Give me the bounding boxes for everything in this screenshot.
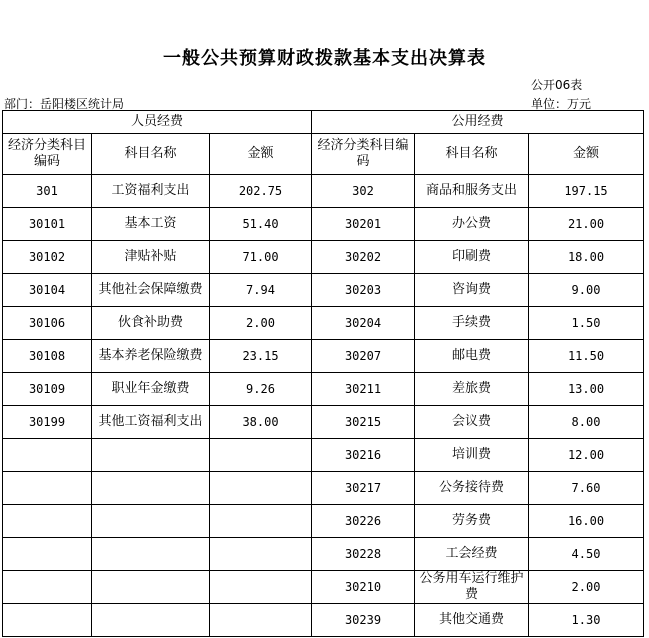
personnel-code-cell — [3, 472, 92, 505]
personnel-code-cell: 30106 — [3, 307, 92, 340]
personnel-code-cell — [3, 505, 92, 538]
public-name-cell: 商品和服务支出 — [415, 175, 529, 208]
public-name-cell: 印刷费 — [415, 241, 529, 274]
personnel-name-cell: 基本养老保险缴费 — [92, 340, 210, 373]
public-name-cell: 咨询费 — [415, 274, 529, 307]
public-code-cell: 30202 — [312, 241, 415, 274]
public-code-cell: 30217 — [312, 472, 415, 505]
public-amount-cell: 1.50 — [529, 307, 644, 340]
form-number: 公开06表 — [531, 78, 583, 92]
table-row — [3, 373, 644, 406]
personnel-amount-cell: 71.00 — [210, 241, 312, 274]
personnel-amount-cell: 23.15 — [210, 340, 312, 373]
public-name-cell: 手续费 — [415, 307, 529, 340]
personnel-code-cell: 301 — [3, 175, 92, 208]
personnel-code-cell: 30101 — [3, 208, 92, 241]
personnel-name-cell: 其他社会保障缴费 — [92, 274, 210, 307]
personnel-name-cell: 伙食补助费 — [92, 307, 210, 340]
table-row — [3, 340, 644, 373]
public-amount-cell: 21.00 — [529, 208, 644, 241]
table-row — [3, 406, 644, 439]
group-header-row — [3, 111, 644, 134]
personnel-amount-cell — [210, 472, 312, 505]
public-code-cell: 30204 — [312, 307, 415, 340]
personnel-name-cell: 其他工资福利支出 — [92, 406, 210, 439]
personnel-name-cell: 职业年金缴费 — [92, 373, 210, 406]
table-row — [3, 472, 644, 505]
personnel-code-cell: 30199 — [3, 406, 92, 439]
col-code-right: 经济分类科目编码 — [312, 134, 415, 175]
personnel-amount-cell: 202.75 — [210, 175, 312, 208]
personnel-amount-cell — [210, 505, 312, 538]
personnel-amount-cell: 2.00 — [210, 307, 312, 340]
public-amount-cell: 7.60 — [529, 472, 644, 505]
public-name-cell: 邮电费 — [415, 340, 529, 373]
public-name-cell: 工会经费 — [415, 538, 529, 571]
personnel-code-cell: 30104 — [3, 274, 92, 307]
public-amount-cell: 18.00 — [529, 241, 644, 274]
table-row — [3, 307, 644, 340]
col-name-left: 科目名称 — [92, 134, 210, 175]
personnel-name-cell — [92, 571, 210, 604]
personnel-name-cell — [92, 505, 210, 538]
public-amount-cell: 2.00 — [529, 571, 644, 604]
public-code-cell: 30201 — [312, 208, 415, 241]
public-name-cell: 劳务费 — [415, 505, 529, 538]
personnel-name-cell — [92, 538, 210, 571]
personnel-code-cell: 30102 — [3, 241, 92, 274]
public-code-cell: 30207 — [312, 340, 415, 373]
public-amount-cell: 12.00 — [529, 439, 644, 472]
col-amount-left: 金额 — [210, 134, 312, 175]
page-title: 一般公共预算财政拨款基本支出决算表 — [163, 48, 486, 69]
personnel-amount-cell — [210, 571, 312, 604]
public-amount-cell: 4.50 — [529, 538, 644, 571]
public-code-cell: 30228 — [312, 538, 415, 571]
group-personnel: 人员经费 — [3, 111, 312, 134]
public-amount-cell: 13.00 — [529, 373, 644, 406]
personnel-code-cell: 30108 — [3, 340, 92, 373]
public-name-cell: 其他交通费 — [415, 604, 529, 637]
personnel-name-cell: 津贴补贴 — [92, 241, 210, 274]
table-row — [3, 604, 644, 637]
table-row — [3, 538, 644, 571]
personnel-amount-cell: 51.40 — [210, 208, 312, 241]
personnel-amount-cell: 9.26 — [210, 373, 312, 406]
personnel-amount-cell: 38.00 — [210, 406, 312, 439]
public-amount-cell: 197.15 — [529, 175, 644, 208]
public-amount-cell: 1.30 — [529, 604, 644, 637]
personnel-code-cell: 30109 — [3, 373, 92, 406]
department-label: 部门：岳阳楼区统计局 — [4, 97, 125, 111]
personnel-amount-cell — [210, 604, 312, 637]
column-header-row — [3, 134, 644, 175]
personnel-code-cell — [3, 439, 92, 472]
public-amount-cell: 16.00 — [529, 505, 644, 538]
public-name-cell: 办公费 — [415, 208, 529, 241]
table-row — [3, 175, 644, 208]
public-name-cell: 差旅费 — [415, 373, 529, 406]
table-row — [3, 571, 644, 604]
col-code-left: 经济分类科目编码 — [3, 134, 92, 175]
personnel-code-cell — [3, 538, 92, 571]
public-code-cell: 302 — [312, 175, 415, 208]
personnel-code-cell — [3, 571, 92, 604]
public-amount-cell: 8.00 — [529, 406, 644, 439]
public-code-cell: 30239 — [312, 604, 415, 637]
table-row — [3, 241, 644, 274]
table-row — [3, 505, 644, 538]
public-code-cell: 30216 — [312, 439, 415, 472]
personnel-name-cell: 工资福利支出 — [92, 175, 210, 208]
public-name-cell: 公务接待费 — [415, 472, 529, 505]
group-public: 公用经费 — [312, 111, 644, 134]
personnel-name-cell — [92, 439, 210, 472]
personnel-name-cell — [92, 604, 210, 637]
col-amount-right: 金额 — [529, 134, 644, 175]
table-row — [3, 208, 644, 241]
public-name-cell: 公务用车运行维护费 — [415, 571, 529, 604]
public-code-cell: 30226 — [312, 505, 415, 538]
personnel-amount-cell — [210, 538, 312, 571]
personnel-amount-cell — [210, 439, 312, 472]
public-code-cell: 30210 — [312, 571, 415, 604]
personnel-name-cell — [92, 472, 210, 505]
public-code-cell: 30215 — [312, 406, 415, 439]
public-code-cell: 30211 — [312, 373, 415, 406]
unit-label: 单位：万元 — [531, 97, 592, 111]
personnel-name-cell: 基本工资 — [92, 208, 210, 241]
public-name-cell: 会议费 — [415, 406, 529, 439]
col-name-right: 科目名称 — [415, 134, 529, 175]
public-amount-cell: 11.50 — [529, 340, 644, 373]
table-row — [3, 274, 644, 307]
personnel-code-cell — [3, 604, 92, 637]
expenditure-table — [2, 110, 644, 637]
public-code-cell: 30203 — [312, 274, 415, 307]
public-amount-cell: 9.00 — [529, 274, 644, 307]
table-row — [3, 439, 644, 472]
public-name-cell: 培训费 — [415, 439, 529, 472]
personnel-amount-cell: 7.94 — [210, 274, 312, 307]
